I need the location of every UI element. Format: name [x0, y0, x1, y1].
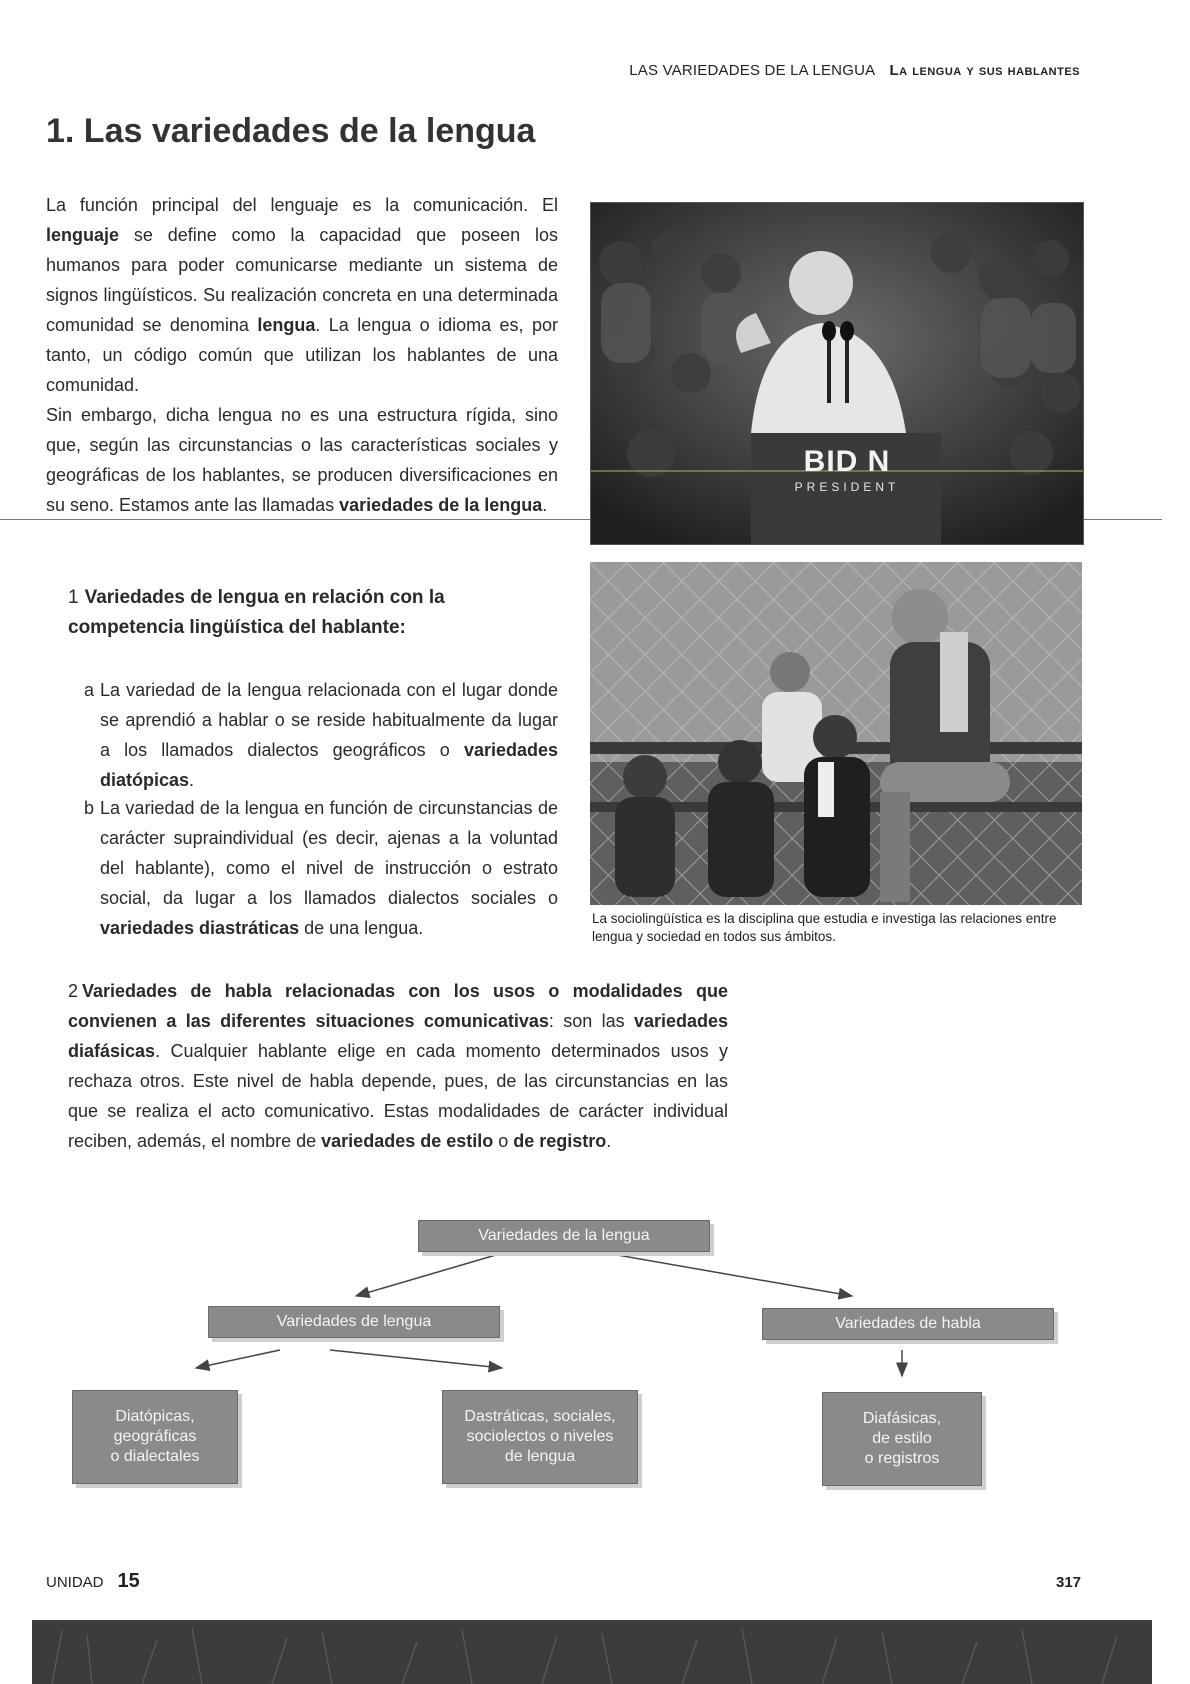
leaf-diafasicas-line-2: de estilo [872, 1430, 932, 1447]
text-run: o [493, 1131, 514, 1151]
text-run: : son las [548, 1011, 634, 1031]
text-run: de una lengua. [299, 918, 424, 938]
bold-term: variedades de la lengua [339, 495, 543, 515]
leaf-diatopicas-line-3: o dialectales [110, 1448, 200, 1465]
decorative-bottom-band [32, 1620, 1152, 1684]
subitem-a [84, 675, 558, 795]
bold-term: variedades de estilo [321, 1131, 494, 1151]
grass-texture [32, 1620, 1152, 1684]
diagram-root-box: Variedades de la lengua [418, 1220, 710, 1252]
leaf-diastraticas-line-3: de lengua [504, 1448, 576, 1465]
text-run: La variedad de la lengua relacionada con el lugar donde se aprendió a hablar o se reside habitualmente da lugar a los llamados dialectos geográficos o [100, 680, 558, 760]
leaf-diatopicas-line-1: Diatópicas, [115, 1408, 195, 1425]
varieties-diagram [0, 1200, 1190, 1520]
item-1-heading-text: Variedades de lengua en relación con la competencia lingüística del hablante: [68, 587, 445, 638]
text-run: Sin embargo, dicha lengua no es una estructura rígida, sino que, según las circunstancias o las características sociales y geográficas de los hablantes, se producen diversificaciones en su seno. Estamos ante las llamadas [46, 405, 558, 515]
photo-teenagers-illustration [590, 562, 1082, 905]
diagram-habla-box: Variedades de habla [762, 1308, 1054, 1340]
page-title: 1. Las variedades de la lengua [46, 112, 536, 150]
item-2 [68, 976, 728, 1156]
text-run: . [189, 770, 195, 790]
text-run: La variedad de la lengua en función de circunstancias de carácter supraindividual (es decir, ajenas a la voluntad del hablante), como el nivel de instrucción o estrato social, da lugar a los llamados dialectos sociales o [100, 798, 558, 908]
text-run: . La lengua o idioma es, por tanto, un código común que utilizan los hablantes de una comunidad. [46, 315, 558, 395]
photo-teenagers-bleachers [590, 562, 1082, 905]
arrow-root-to-habla [600, 1252, 852, 1296]
subitem-a-text [100, 675, 558, 795]
footer-unit-number: 15 [117, 1570, 140, 1592]
arrow-root-to-lengua [356, 1252, 506, 1296]
intro-paragraph-2 [46, 400, 558, 520]
text-run: . [542, 495, 548, 515]
leaf-diafasicas-line-3: o registros [864, 1450, 940, 1467]
footer-unit-label: UNIDAD [46, 1574, 104, 1591]
text-run: La función principal del lenguaje es la comunicación. El [46, 195, 558, 215]
bold-term: lenguaje [46, 225, 120, 245]
subitem-b-text [100, 793, 558, 943]
diagram-leaf-diafasicas [822, 1392, 982, 1486]
arrow-lengua-to-diastraticas [330, 1350, 502, 1368]
leaf-diatopicas-line-2: geográficas [113, 1428, 197, 1445]
item-1-heading [68, 583, 558, 643]
arrow-lengua-to-diatopicas [196, 1350, 280, 1368]
intro-paragraph-1 [46, 190, 558, 400]
diagram-leaf-diastraticas [442, 1390, 638, 1484]
subitem-b [84, 793, 558, 943]
item-1-number: 1 [68, 587, 79, 608]
bold-term: variedades diafásicas [68, 1011, 728, 1061]
footer-unit [46, 1570, 140, 1593]
podium-sign-name: BID N [803, 445, 891, 478]
leaf-diastraticas-line-2: sociolectos o niveles [466, 1428, 614, 1445]
diagram-lengua-box: Variedades de lengua [208, 1306, 500, 1338]
running-head-unit: La lengua y sus hablantes [889, 62, 1080, 79]
running-head-section: LAS VARIEDADES DE LA LENGUA [629, 62, 876, 79]
text-run: se define como la capacidad que poseen los humanos para poder comunicarse mediante un sistema de signos lingüísticos. Su realización concreta en una determinada comunidad se denomina [46, 225, 558, 335]
running-head [560, 62, 1080, 79]
leaf-diafasicas-line-1: Diafásicas, [862, 1410, 942, 1427]
bold-term: variedades diatópicas [100, 740, 558, 790]
item-2-number: 2 [68, 981, 79, 1001]
leaf-diastraticas-line-1: Dastráticas, sociales, [464, 1408, 616, 1425]
bold-term: lengua [257, 315, 316, 335]
subitem-b-letter: b [84, 798, 95, 818]
photo-caption: La sociolingüística es la disciplina que estudia e investiga las relaciones entre lengua y sociedad en todos sus ámbitos. [592, 911, 1057, 944]
diagram-leaf-diatopicas [72, 1390, 238, 1484]
podium-sign-subtitle: PRESIDENT [794, 480, 900, 494]
text-run: . [606, 1131, 612, 1151]
photo-speaker-at-podium [590, 202, 1084, 545]
bold-term: Variedades de habla relacionadas con los usos o modalidades que convienen a las diferentes situaciones comunicativas [68, 981, 728, 1031]
page-number: 317 [1056, 1574, 1082, 1591]
subitem-a-letter: a [84, 680, 95, 700]
text-run: . Cualquier hablante elige en cada momento determinados usos y rechaza otros. Este nivel de habla depende, pues, de las circunstancias en las que se realiza el acto comunicativo. Estas modalidades de carácter individual reciben, además, el nombre de [68, 1041, 728, 1151]
bold-term: de registro [513, 1131, 607, 1151]
bold-term: variedades diastráticas [100, 918, 300, 938]
item-2-text [68, 981, 728, 1151]
